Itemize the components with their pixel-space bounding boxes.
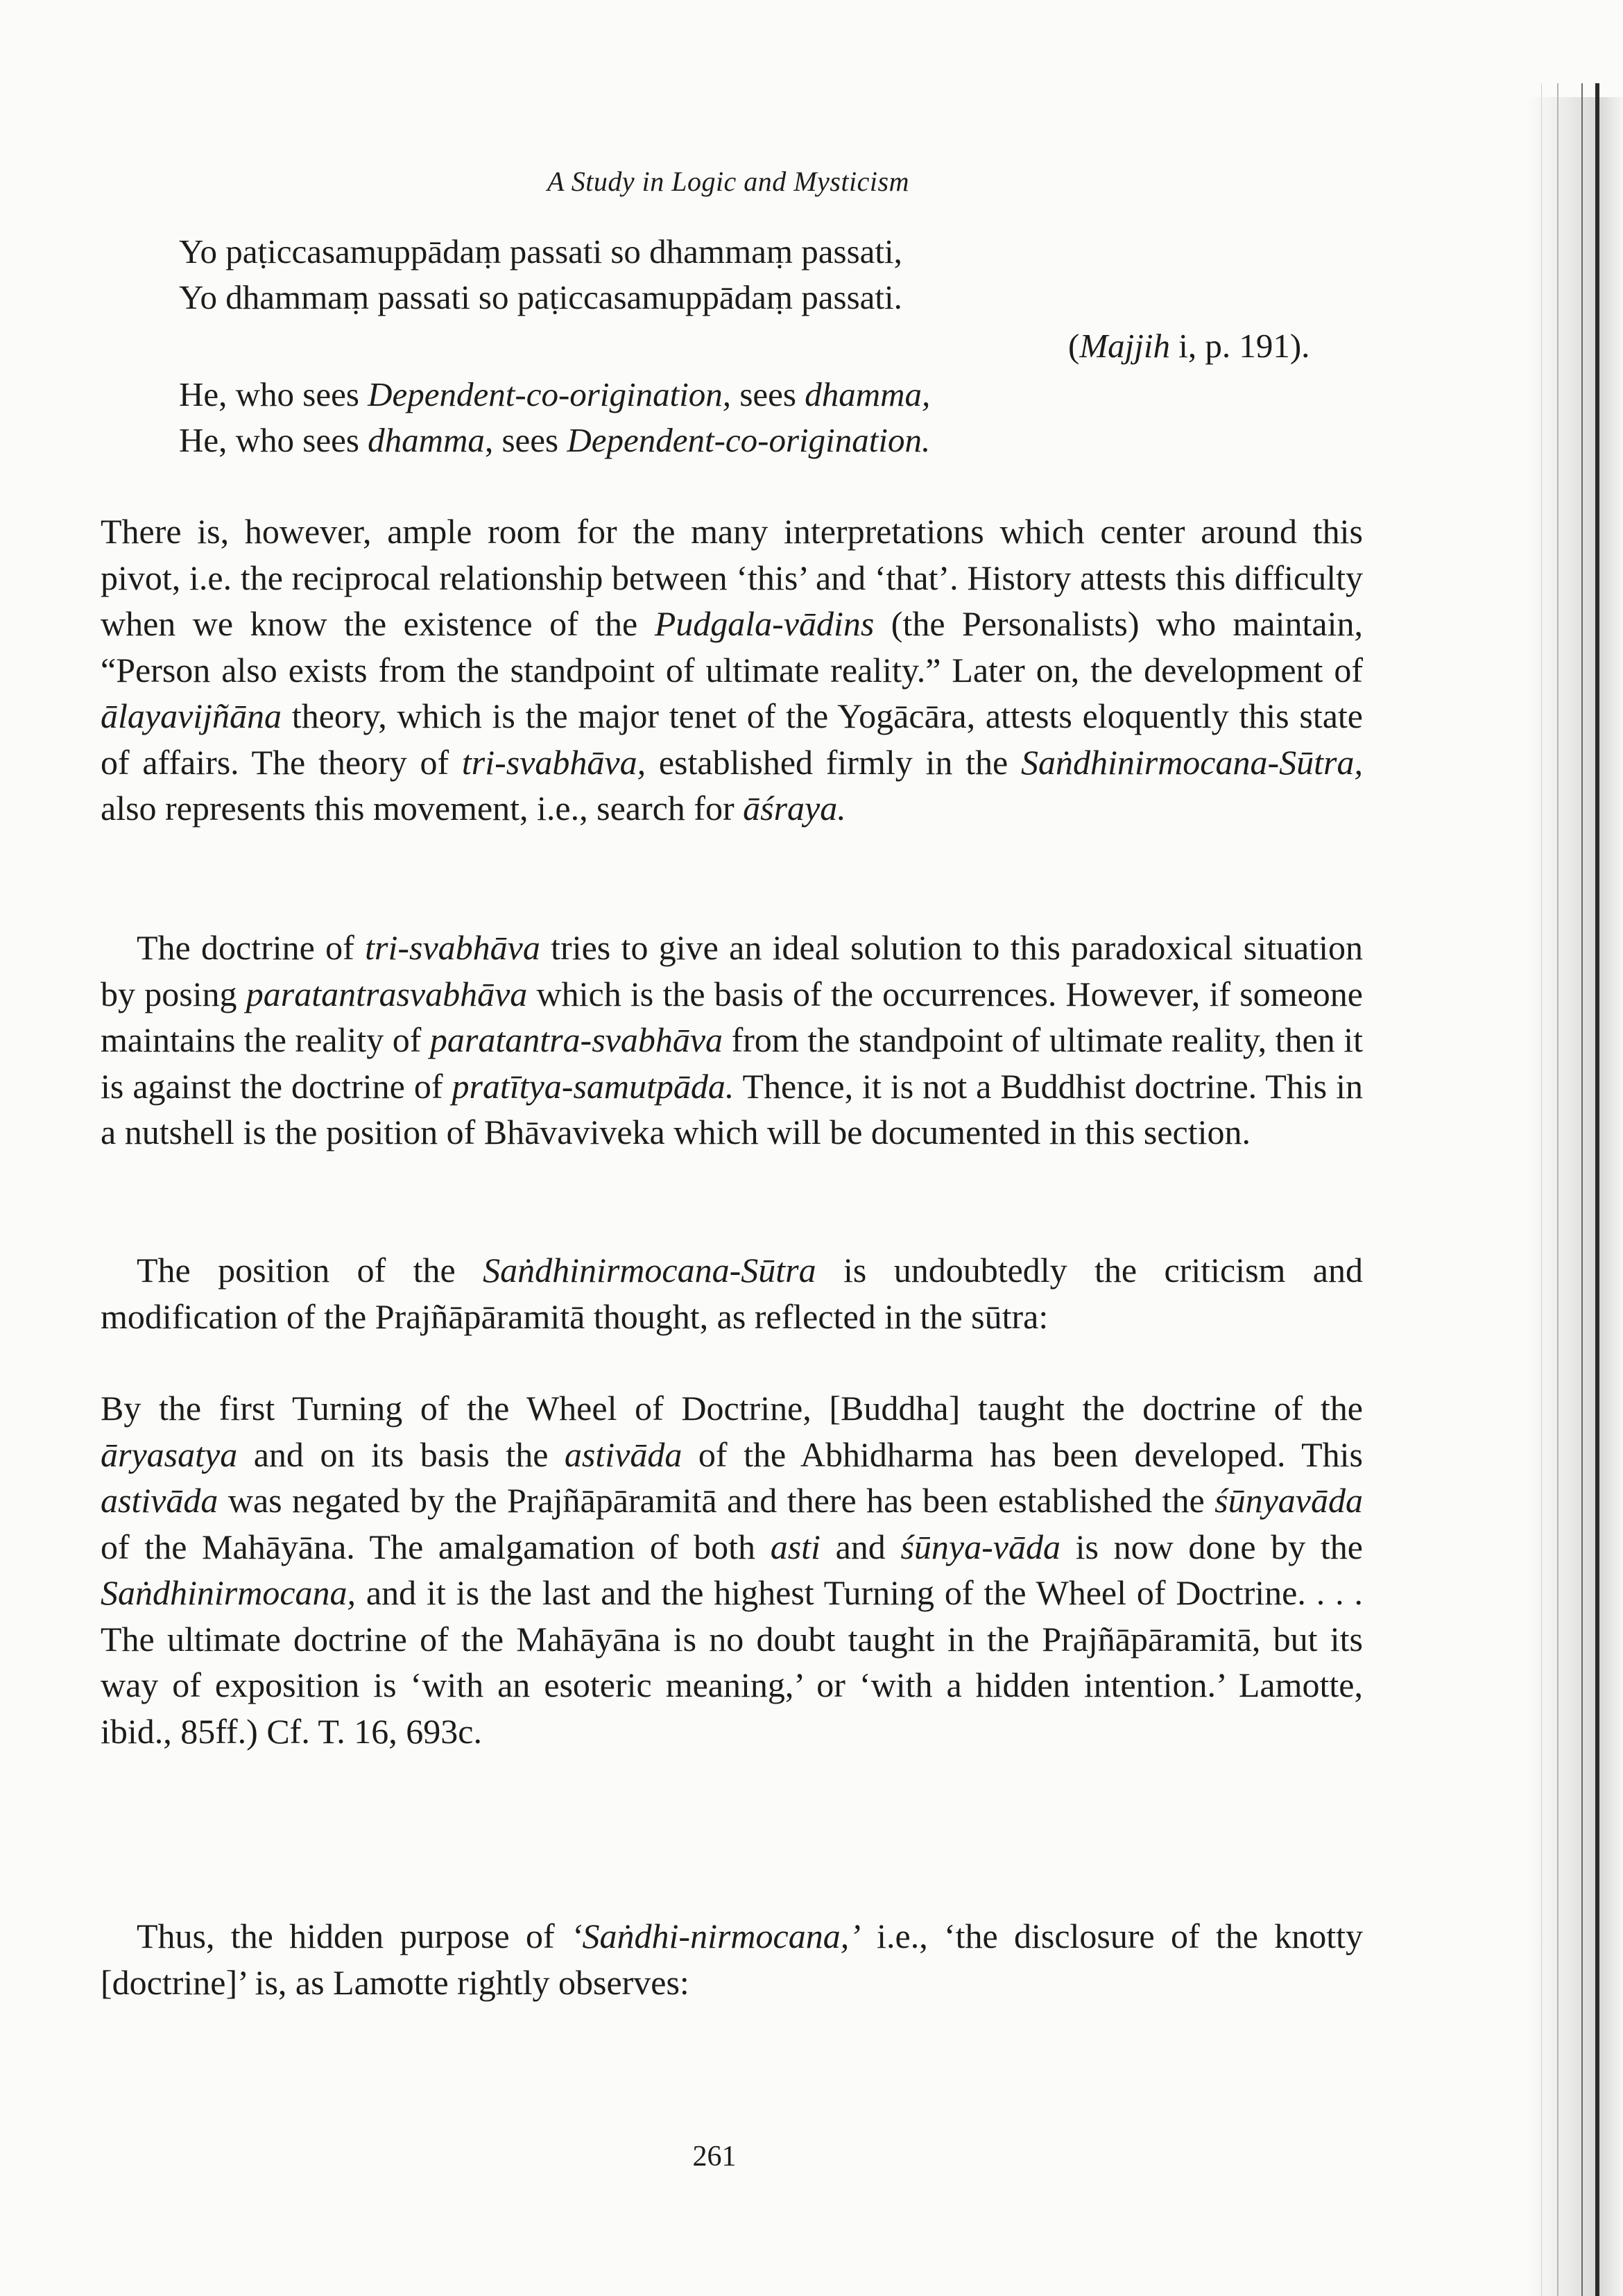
italic-term: āśraya. — [743, 789, 846, 828]
italic-term: dhamma, — [805, 375, 931, 413]
text-run: established firmly in the — [646, 742, 1021, 782]
italic-term: pratītya-samutpāda. — [452, 1066, 735, 1106]
verse-translation-1 — [179, 372, 1358, 418]
text-run: (the Personalists) who maintain, “Person also exists from the standpoint of ultimate reality.” Later on, the development of — [101, 604, 1363, 689]
italic-term: āryasatya — [101, 1434, 238, 1474]
binding-edge-line — [1595, 83, 1599, 2296]
binding-edge-line — [1581, 83, 1583, 2296]
binding-edge-line — [1541, 83, 1542, 2296]
italic-term: tri-svabhāva — [365, 928, 540, 967]
text-run: He, who sees — [179, 421, 368, 459]
text-run: of the Mahāyāna. The amalgamation of both — [101, 1527, 771, 1566]
italic-term: paratantrasvabhāva — [246, 974, 528, 1013]
binding-edge-line — [1557, 83, 1558, 2296]
text-run: There is, however, ample room for the many interpretations which center around this pivot, i.e. the reciprocal relationship between ‘this’ and ‘that’. History attests this difficulty when we know the existence of the — [101, 512, 1363, 643]
text-run: Thence, it is not a Buddhist doctrine. This in a nutshell is the position of Bhāvaviveka which will be documented in this section. — [101, 1066, 1363, 1151]
citation-rest: i, p. 191). — [1170, 327, 1310, 365]
text-run: is now done by the — [1060, 1527, 1363, 1566]
italic-term: dhamma — [368, 421, 485, 459]
italic-term: Saṅdhinirmocana-Sūtra — [483, 1251, 816, 1290]
text-run: sees — [731, 375, 805, 413]
binding-shadow — [1526, 97, 1623, 2296]
italic-term: asti — [770, 1527, 821, 1566]
text-run: He, who sees — [179, 375, 368, 413]
italic-term: astivāda — [101, 1481, 218, 1520]
text-run: The doctrine of — [137, 928, 366, 967]
text-run: tries to give an ideal solution to this paradoxical situation by posing — [101, 928, 1364, 1013]
block-quote — [101, 1385, 1363, 1754]
italic-term: ālayavijñāna — [101, 696, 282, 735]
text-run: and on its basis the — [237, 1434, 565, 1474]
text-run: which is the basis of the occurrences. However, if someone maintains the reality of — [101, 974, 1363, 1059]
text-run: was negated by the Prajñāpāramitā and there has been established the — [218, 1481, 1215, 1520]
citation-title: Majjih — [1079, 327, 1170, 365]
italic-term: Dependent-co-origination, — [368, 375, 732, 413]
paragraph-1 — [101, 508, 1363, 832]
paragraph-3 — [101, 1247, 1363, 1339]
verse-translation-2 — [179, 418, 1358, 463]
running-head: A Study in Logic and Mysticism — [547, 166, 909, 197]
italic-term: tri-svabhāva, — [461, 742, 646, 782]
italic-term: Pudgala-vādins — [654, 604, 875, 643]
page-number: 261 — [692, 2141, 737, 2173]
italic-term: Dependent-co-origination. — [567, 421, 931, 459]
text-run: theory, which is the major tenet of the Yogācāra, attests eloquently this state of affairs. The theory of — [101, 696, 1363, 782]
text-run: By the first Turning of the Wheel of Doctrine, [Buddha] taught the doctrine of the — [101, 1389, 1363, 1428]
italic-term: ‘Saṅdhi-nirmocana,’ — [570, 1917, 861, 1955]
text-run: , sees — [484, 421, 567, 459]
text-run: also represents this movement, i.e., search for — [101, 789, 744, 828]
verse-line-pali-2: Yo dhammaṃ passati so paṭiccasamuppādaṃ passati. — [179, 278, 902, 316]
text-run: from the standpoint of ultimate reality, then it is against the doctrine of — [101, 1020, 1363, 1106]
text-run: Thus, the hidden purpose of — [137, 1917, 571, 1955]
italic-term: astivāda — [564, 1434, 682, 1474]
text-run: The position of the — [137, 1251, 483, 1290]
paragraph-2 — [101, 925, 1363, 1156]
paragraph-4 — [101, 1913, 1363, 2005]
italic-term: śūnyavāda — [1214, 1481, 1363, 1520]
text-run: and it is the last and the highest Turning of the Wheel of Doctrine. . . . The ultimate doctrine of the Mahāyāna is no doubt taught in the Prajñāpāramitā, but its way of exposition is ‘with an esoteric meaning,’ or ‘with a hidden intention.’ Lamotte, ibid., 85ff.) Cf. T. 16, 693c. — [101, 1573, 1363, 1751]
verse-citation: (Majjih i, p. 191). — [1068, 327, 1310, 365]
italic-term: śūnya-vāda — [900, 1527, 1060, 1566]
verse-line-pali-1: Yo paṭiccasamuppādaṃ passati so dhammaṃ passati, — [179, 232, 902, 271]
text-run: i.e., ‘the disclosure of the knotty [doctrine]’ is, as Lamotte rightly observes: — [101, 1917, 1363, 2002]
italic-term: paratantra-svabhāva — [429, 1020, 723, 1059]
italic-term: Saṅdhinirmocana, — [101, 1573, 357, 1612]
text-run: is undoubtedly the criticism and modification of the Prajñāpāramitā thought, as reflected in the sūtra: — [101, 1251, 1363, 1336]
italic-term: Saṅdhinirmocana-Sūtra, — [1020, 742, 1363, 782]
text-run: of the Abhidharma has been developed. This — [682, 1434, 1363, 1474]
text-run: and — [820, 1527, 901, 1566]
